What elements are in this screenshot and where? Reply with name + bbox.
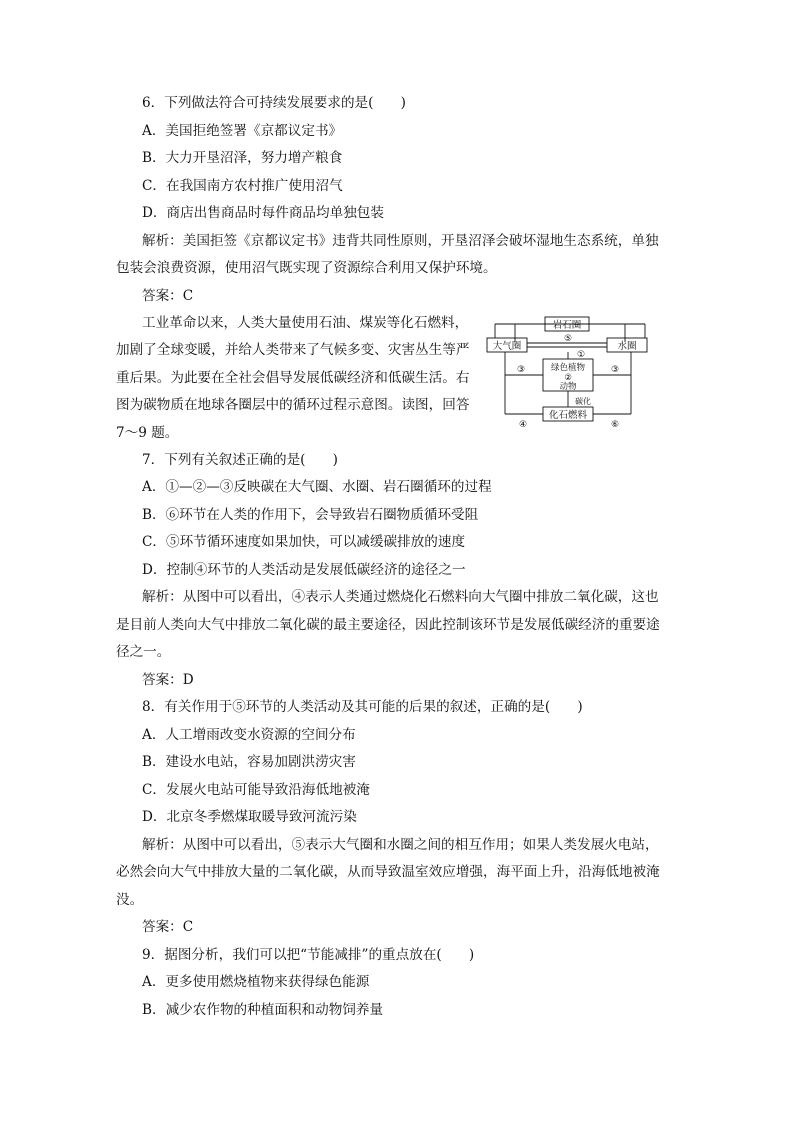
q7-option-b: B．⑥环节在人类的作用下，会导致岩石圈物质循环受阻 [142, 507, 479, 523]
q8-stem: 8．有关作用于⑤环节的人类活动及其可能的后果的叙述，正确的是( ) [142, 699, 583, 715]
q8-option-a: A．人工增雨改变水资源的空间分布 [142, 727, 356, 743]
intro-line-1: 工业革命以来，人类大量使用石油、煤炭等化石燃料， [142, 315, 469, 331]
q7-analysis-line-3: 径之一。 [116, 644, 171, 660]
center-label-bottom: 动物 [559, 382, 577, 392]
q7-analysis-line-1: 解析：从图中可以看出，④表示人类通过燃烧化石燃料向大气圈中排放二氧化碳，这也 [142, 589, 659, 605]
fossil-label: 化石燃料 [548, 410, 588, 421]
q6-analysis-line-1: 解析：美国拒签《京都议定书》违背共同性原则，开垦沼泽会破坏湿地生态系统，单独 [142, 233, 659, 249]
carbonize-label: 碳化 [575, 397, 591, 406]
intro-line-2: 加剧了全球变暖，并给人类带来了气候多变、灾害丛生等严 [116, 342, 470, 358]
q8-analysis-line-2: 必然会向大气中排放大量的二氧化碳，从而导致温室效应增强，海平面上升，沿海低地被淹 [116, 864, 660, 880]
q9-option-a: A．更多使用燃烧植物来获得绿色能源 [142, 974, 370, 990]
label-n3-left: ③ [516, 365, 526, 375]
q8-option-c: C．发展火电站可能导致沿海低地被淹 [142, 782, 370, 798]
q7-option-c: C．⑤环节循环速度如果加快，可以减缓碳排放的速度 [142, 534, 466, 550]
q7-option-a: A．①—②—③反映碳在大气圈、水圈、岩石圈循环的过程 [142, 479, 492, 495]
q8-analysis-line-3: 没。 [116, 892, 144, 908]
q6-option-c: C．在我国南方农村推广使用沼气 [142, 178, 343, 194]
atmosphere-label: 大气圈 [492, 341, 522, 352]
label-n3-right: ③ [610, 365, 620, 375]
hydro-label: 水圈 [617, 341, 637, 352]
label-n5: ⑤ [563, 334, 573, 344]
label-n2: ② [564, 373, 572, 383]
q6-stem: 6．下列做法符合可持续发展要求的是( ) [142, 95, 406, 111]
label-n4: ④ [518, 420, 528, 430]
center-label-top: 绿色植物 [550, 363, 586, 373]
q8-answer: 答案：C [142, 919, 194, 935]
q7-option-d: D．控制④环节的人类活动是发展低碳经济的途径之一 [142, 562, 466, 578]
q7-stem: 7．下列有关叙述正确的是( ) [142, 452, 338, 468]
q7-analysis-line-2: 是目前人类向大气中排放二氧化碳的最主要途径，因此控制该环节是发展低碳经济的重要途 [116, 617, 660, 633]
q7-answer: 答案：D [142, 672, 194, 688]
q9-stem: 9．据图分析，我们可以把“节能减排”的重点放在( ) [142, 947, 475, 963]
q6-analysis-line-2: 包装会浪费资源，使用沼气既实现了资源综合利用又保护环境。 [116, 260, 497, 276]
q6-option-d: D．商店出售商品时每件商品均单独包装 [142, 205, 384, 221]
label-n6: ⑥ [610, 420, 620, 430]
label-n1: ① [576, 350, 586, 360]
q6-option-b: B．大力开垦沼泽，努力增产粮食 [142, 150, 343, 166]
q6-answer: 答案：C [142, 288, 194, 304]
q9-option-b: B．减少农作物的种植面积和动物饲养量 [142, 1002, 384, 1018]
q8-analysis-line-1: 解析：从图中可以看出，⑤表示大气圈和水圈之间的相互作用；如果人类发展火电站， [142, 837, 659, 853]
q6-option-a: A．美国拒绝签署《京都议定书》 [142, 123, 343, 139]
intro-line-4: 图为碳物质在地球各圈层中的循环过程示意图。读图，回答 [116, 397, 470, 413]
intro-line-5: 7～9 题。 [116, 425, 179, 441]
rock-label: 岩石圈 [552, 320, 582, 331]
intro-line-3: 重后果。为此要在全社会倡导发展低碳经济和低碳生活。右 [116, 370, 470, 386]
q8-option-b: B．建设水电站，容易加剧洪涝灾害 [142, 754, 356, 770]
carbon-cycle-diagram [485, 314, 655, 432]
q8-option-d: D．北京冬季燃煤取暖导致河流污染 [142, 809, 357, 825]
